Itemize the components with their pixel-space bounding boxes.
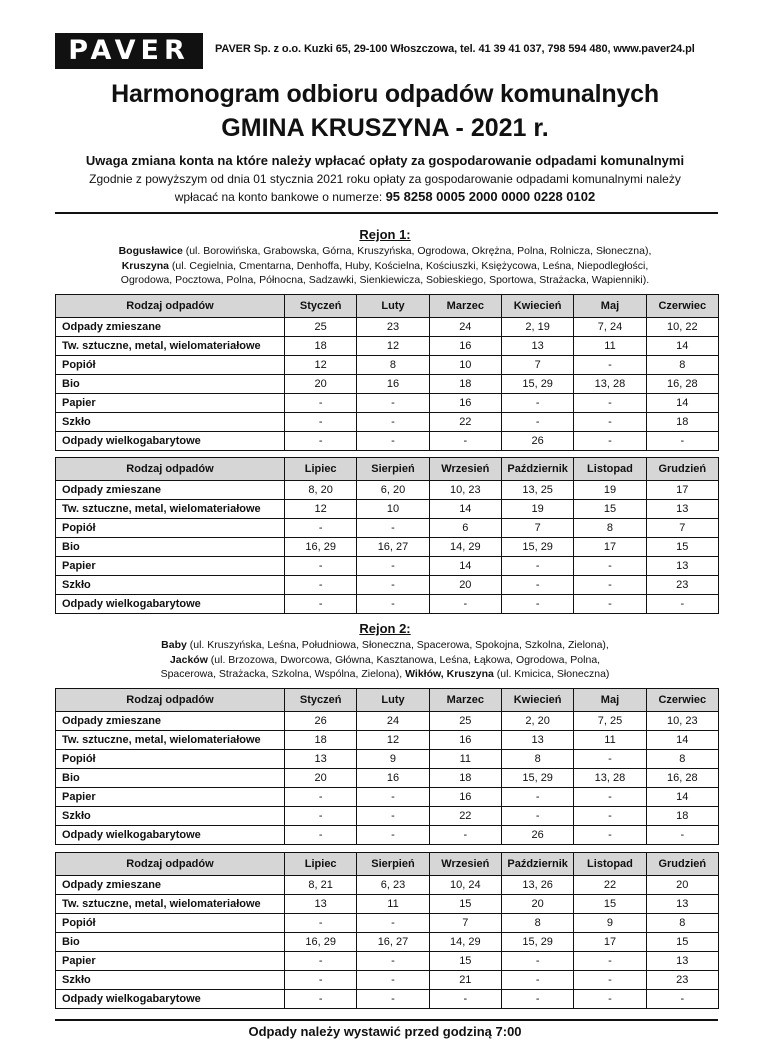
locality-name: Jacków xyxy=(169,653,208,666)
pickup-dates-cell: 6, 20 xyxy=(357,481,429,500)
pickup-dates-cell: 15, 29 xyxy=(501,375,573,394)
pickup-dates-cell: 8 xyxy=(646,356,718,375)
pickup-dates-cell: - xyxy=(574,557,646,576)
column-header-month: Lipiec xyxy=(285,853,357,876)
pickup-dates-cell: 13 xyxy=(501,337,573,356)
pickup-dates-cell: 13, 26 xyxy=(501,876,573,895)
pickup-dates-cell: 23 xyxy=(646,576,718,595)
table-row xyxy=(56,538,719,557)
pickup-dates-cell: 22 xyxy=(574,876,646,895)
pickup-dates-cell: - xyxy=(357,788,429,807)
column-header-waste-type: Rodzaj odpadów xyxy=(56,458,285,481)
pickup-dates-cell: 26 xyxy=(501,826,573,845)
pickup-dates-cell: 16, 27 xyxy=(357,933,429,952)
pickup-dates-cell: 8 xyxy=(646,914,718,933)
pickup-dates-cell: - xyxy=(501,557,573,576)
pickup-dates-cell: 18 xyxy=(429,375,501,394)
pickup-dates-cell: 14 xyxy=(429,500,501,519)
column-header-month: Grudzień xyxy=(646,853,718,876)
schedule-table xyxy=(55,688,719,845)
pickup-dates-cell: 13 xyxy=(646,500,718,519)
table-row xyxy=(56,952,719,971)
pickup-dates-cell: - xyxy=(285,576,357,595)
waste-type-label: Tw. sztuczne, metal, wielomateriałowe xyxy=(56,895,285,914)
region-title: Rejon 1: xyxy=(359,227,411,242)
pickup-dates-cell: 23 xyxy=(357,318,429,337)
pickup-dates-cell: 14 xyxy=(646,731,718,750)
pickup-dates-cell: 19 xyxy=(501,500,573,519)
table-row xyxy=(56,731,719,750)
pickup-dates-cell: 15 xyxy=(429,952,501,971)
column-header-month: Styczeń xyxy=(285,295,357,318)
waste-type-label: Papier xyxy=(56,394,285,413)
pickup-dates-cell: - xyxy=(285,914,357,933)
table-header-row xyxy=(56,458,719,481)
pickup-dates-cell: - xyxy=(357,394,429,413)
column-header-month: Kwiecień xyxy=(501,689,573,712)
table-row xyxy=(56,394,719,413)
column-header-month: Grudzień xyxy=(646,458,718,481)
pickup-dates-cell: 14, 29 xyxy=(429,538,501,557)
waste-type-label: Popiół xyxy=(56,750,285,769)
table-row xyxy=(56,318,719,337)
address-line xyxy=(60,273,710,288)
pickup-dates-cell: 18 xyxy=(285,731,357,750)
pickup-dates-cell: 15, 29 xyxy=(501,538,573,557)
column-header-month: Sierpień xyxy=(357,458,429,481)
column-header-waste-type: Rodzaj odpadów xyxy=(56,853,285,876)
waste-type-label: Papier xyxy=(56,788,285,807)
street-list: Spacerowa, Strażacka, Szkolna, Wspólna, Zielona), xyxy=(160,668,406,680)
street-list: (ul. Brzozowa, Dworcowa, Główna, Kasztanowa, Leśna, Łąkowa, Ogrodowa, Polna, xyxy=(207,653,601,666)
waste-type-label: Popiół xyxy=(56,356,285,375)
column-header-month: Marzec xyxy=(429,295,501,318)
address-line xyxy=(60,667,710,682)
region-address xyxy=(60,244,710,288)
pickup-dates-cell: 7 xyxy=(501,356,573,375)
pickup-dates-cell: 18 xyxy=(646,807,718,826)
pickup-dates-cell: 26 xyxy=(285,712,357,731)
pickup-dates-cell: 17 xyxy=(574,933,646,952)
table-row xyxy=(56,712,719,731)
pickup-dates-cell: 23 xyxy=(646,971,718,990)
pickup-dates-cell: 20 xyxy=(646,876,718,895)
pickup-dates-cell: 20 xyxy=(285,375,357,394)
pickup-dates-cell: - xyxy=(574,952,646,971)
pickup-dates-cell: 12 xyxy=(357,337,429,356)
pickup-dates-cell: 18 xyxy=(646,413,718,432)
waste-type-label: Odpady wielkogabarytowe xyxy=(56,595,285,614)
street-list: Ogrodowa, Pocztowa, Polna, Północna, Sadzawki, Sienkiewicza, Sobieskiego, Sportowa, Strażacka, Wapienniki). xyxy=(120,274,650,286)
table-row xyxy=(56,914,719,933)
pickup-dates-cell: - xyxy=(357,952,429,971)
pickup-dates-cell: 10, 23 xyxy=(646,712,718,731)
table-row xyxy=(56,557,719,576)
pickup-dates-cell: 10, 22 xyxy=(646,318,718,337)
pickup-dates-cell: 15, 29 xyxy=(501,933,573,952)
pickup-dates-cell: 16, 29 xyxy=(285,538,357,557)
pickup-dates-cell: 8, 21 xyxy=(285,876,357,895)
table-row xyxy=(56,807,719,826)
bank-account-number: 95 8258 0005 2000 0000 0228 0102 xyxy=(385,189,596,204)
column-header-month: Lipiec xyxy=(285,458,357,481)
table-row xyxy=(56,481,719,500)
table-row xyxy=(56,432,719,451)
pickup-dates-cell: 16, 29 xyxy=(285,933,357,952)
locality-name: Kruszyna xyxy=(121,259,169,272)
waste-type-label: Popiół xyxy=(56,914,285,933)
pickup-dates-cell: 14 xyxy=(646,337,718,356)
notice-text: Zgodnie z powyższym od dnia 01 stycznia 2021 roku opłaty za gospodarowanie odpadami komunalnymi należy xyxy=(89,172,681,186)
waste-type-label: Tw. sztuczne, metal, wielomateriałowe xyxy=(56,337,285,356)
pickup-dates-cell: - xyxy=(285,952,357,971)
pickup-dates-cell: 10, 23 xyxy=(429,481,501,500)
column-header-month: Maj xyxy=(574,689,646,712)
table-row xyxy=(56,826,719,845)
pickup-dates-cell: 19 xyxy=(574,481,646,500)
pickup-dates-cell: 2, 19 xyxy=(501,318,573,337)
pickup-dates-cell: 16, 27 xyxy=(357,538,429,557)
waste-type-label: Odpady zmieszane xyxy=(56,481,285,500)
pickup-dates-cell: - xyxy=(501,990,573,1009)
waste-type-label: Bio xyxy=(56,933,285,952)
pickup-dates-cell: - xyxy=(501,971,573,990)
pickup-dates-cell: 7, 24 xyxy=(574,318,646,337)
waste-type-label: Tw. sztuczne, metal, wielomateriałowe xyxy=(56,500,285,519)
pickup-dates-cell: - xyxy=(574,413,646,432)
pickup-dates-cell: 15 xyxy=(646,933,718,952)
divider xyxy=(55,1019,718,1021)
schedule-table xyxy=(55,457,719,614)
column-header-month: Kwiecień xyxy=(501,295,573,318)
pickup-dates-cell: - xyxy=(285,432,357,451)
table-row xyxy=(56,595,719,614)
pickup-dates-cell: - xyxy=(357,990,429,1009)
pickup-dates-cell: 8 xyxy=(501,914,573,933)
page-header xyxy=(55,33,718,69)
pickup-dates-cell: 10 xyxy=(429,356,501,375)
pickup-dates-cell: 15 xyxy=(574,895,646,914)
pickup-dates-cell: - xyxy=(285,595,357,614)
column-header-month: Luty xyxy=(357,295,429,318)
column-header-month: Wrzesień xyxy=(429,853,501,876)
table-row xyxy=(56,500,719,519)
pickup-dates-cell: 6, 23 xyxy=(357,876,429,895)
table-row xyxy=(56,895,719,914)
table-row xyxy=(56,750,719,769)
pickup-dates-cell: - xyxy=(646,990,718,1009)
pickup-dates-cell: 24 xyxy=(357,712,429,731)
pickup-dates-cell: - xyxy=(357,519,429,538)
pickup-dates-cell: 18 xyxy=(429,769,501,788)
pickup-dates-cell: 7, 25 xyxy=(574,712,646,731)
waste-type-label: Odpady wielkogabarytowe xyxy=(56,990,285,1009)
pickup-dates-cell: - xyxy=(574,595,646,614)
column-header-month: Czerwiec xyxy=(646,689,718,712)
pickup-dates-cell: - xyxy=(429,826,501,845)
pickup-dates-cell: 14, 29 xyxy=(429,933,501,952)
pickup-dates-cell: 11 xyxy=(429,750,501,769)
waste-type-label: Odpady wielkogabarytowe xyxy=(56,826,285,845)
pickup-dates-cell: 9 xyxy=(357,750,429,769)
column-header-month: Październik xyxy=(501,853,573,876)
pickup-dates-cell: 10, 24 xyxy=(429,876,501,895)
pickup-dates-cell: - xyxy=(285,413,357,432)
waste-type-label: Papier xyxy=(56,952,285,971)
table-header-row xyxy=(56,853,719,876)
pickup-dates-cell: 17 xyxy=(574,538,646,557)
table-row xyxy=(56,933,719,952)
pickup-dates-cell: 25 xyxy=(429,712,501,731)
waste-type-label: Bio xyxy=(56,375,285,394)
pickup-dates-cell: 15 xyxy=(574,500,646,519)
document-subtitle: GMINA KRUSZYNA - 2021 r. xyxy=(221,114,549,142)
address-line xyxy=(60,244,710,259)
column-header-waste-type: Rodzaj odpadów xyxy=(56,689,285,712)
pickup-dates-cell: 2, 20 xyxy=(501,712,573,731)
waste-type-label: Szkło xyxy=(56,576,285,595)
region-address xyxy=(60,638,710,682)
pickup-dates-cell: 24 xyxy=(429,318,501,337)
notice-account-prefix: wpłacać na konto bankowe o numerze: xyxy=(174,190,383,204)
waste-type-label: Odpady zmieszane xyxy=(56,318,285,337)
pickup-dates-cell: 7 xyxy=(646,519,718,538)
pickup-dates-cell: 18 xyxy=(285,337,357,356)
pickup-dates-cell: - xyxy=(357,971,429,990)
pickup-dates-cell: - xyxy=(574,788,646,807)
pickup-dates-cell: 15 xyxy=(429,895,501,914)
pickup-dates-cell: 8 xyxy=(357,356,429,375)
pickup-dates-cell: - xyxy=(357,826,429,845)
waste-type-label: Bio xyxy=(56,538,285,557)
pickup-dates-cell: 11 xyxy=(574,337,646,356)
footer-note: Odpady należy wystawić przed godziną 7:00 xyxy=(248,1024,522,1039)
pickup-dates-cell: - xyxy=(357,595,429,614)
pickup-dates-cell: - xyxy=(646,826,718,845)
pickup-dates-cell: - xyxy=(501,413,573,432)
table-row xyxy=(56,413,719,432)
column-header-month: Styczeń xyxy=(285,689,357,712)
waste-type-label: Szkło xyxy=(56,807,285,826)
pickup-dates-cell: - xyxy=(285,826,357,845)
pickup-dates-cell: 7 xyxy=(429,914,501,933)
pickup-dates-cell: - xyxy=(501,576,573,595)
table-row xyxy=(56,769,719,788)
pickup-dates-cell: 13 xyxy=(646,557,718,576)
pickup-dates-cell: - xyxy=(285,971,357,990)
pickup-dates-cell: 16 xyxy=(429,731,501,750)
waste-type-label: Popiół xyxy=(56,519,285,538)
schedule-table xyxy=(55,852,719,1009)
pickup-dates-cell: - xyxy=(501,595,573,614)
pickup-dates-cell: - xyxy=(574,356,646,375)
schedule-table xyxy=(55,294,719,451)
pickup-dates-cell: 7 xyxy=(501,519,573,538)
pickup-dates-cell: 13 xyxy=(646,952,718,971)
region-title: Rejon 2: xyxy=(359,621,411,636)
pickup-dates-cell: - xyxy=(574,807,646,826)
pickup-dates-cell: 14 xyxy=(429,557,501,576)
pickup-dates-cell: 12 xyxy=(357,731,429,750)
pickup-dates-cell: - xyxy=(574,576,646,595)
pickup-dates-cell: - xyxy=(574,826,646,845)
pickup-dates-cell: - xyxy=(357,576,429,595)
pickup-dates-cell: - xyxy=(501,394,573,413)
pickup-dates-cell: 10 xyxy=(357,500,429,519)
table-header-row xyxy=(56,689,719,712)
notice-account-line xyxy=(0,189,770,204)
pickup-dates-cell: - xyxy=(429,990,501,1009)
pickup-dates-cell: 8, 20 xyxy=(285,481,357,500)
pickup-dates-cell: 11 xyxy=(357,895,429,914)
pickup-dates-cell: 9 xyxy=(574,914,646,933)
pickup-dates-cell: 14 xyxy=(646,394,718,413)
pickup-dates-cell: 13, 28 xyxy=(574,769,646,788)
table-row xyxy=(56,876,719,895)
address-line xyxy=(60,653,710,668)
pickup-dates-cell: 20 xyxy=(429,576,501,595)
pickup-dates-cell: 12 xyxy=(285,356,357,375)
pickup-dates-cell: - xyxy=(285,519,357,538)
address-line xyxy=(60,259,710,274)
street-list: (ul. Kruszyńska, Leśna, Południowa, Słoneczna, Spacerowa, Spokojna, Szkolna, Zielona), xyxy=(186,639,609,651)
pickup-dates-cell: - xyxy=(285,394,357,413)
street-list: (ul. Kmicica, Słoneczna) xyxy=(493,668,610,680)
street-list: (ul. Cegielnia, Cmentarna, Denhoffa, Huby, Kościelna, Kościuszki, Księżycowa, Leśna, Niepodległości, xyxy=(168,259,649,272)
pickup-dates-cell: 25 xyxy=(285,318,357,337)
waste-type-label: Odpady wielkogabarytowe xyxy=(56,432,285,451)
pickup-dates-cell: - xyxy=(357,807,429,826)
column-header-month: Marzec xyxy=(429,689,501,712)
column-header-month: Czerwiec xyxy=(646,295,718,318)
table-header-row xyxy=(56,295,719,318)
pickup-dates-cell: 22 xyxy=(429,413,501,432)
divider xyxy=(55,212,718,214)
column-header-month: Wrzesień xyxy=(429,458,501,481)
pickup-dates-cell: 15, 29 xyxy=(501,769,573,788)
waste-type-label: Szkło xyxy=(56,971,285,990)
pickup-dates-cell: - xyxy=(357,413,429,432)
waste-type-label: Szkło xyxy=(56,413,285,432)
pickup-dates-cell: 13 xyxy=(501,731,573,750)
pickup-dates-cell: - xyxy=(429,595,501,614)
waste-type-label: Odpady zmieszane xyxy=(56,712,285,731)
pickup-dates-cell: - xyxy=(501,952,573,971)
pickup-dates-cell: 16 xyxy=(357,769,429,788)
waste-type-label: Odpady zmieszane xyxy=(56,876,285,895)
pickup-dates-cell: 16 xyxy=(429,394,501,413)
table-row xyxy=(56,990,719,1009)
pickup-dates-cell: - xyxy=(574,432,646,451)
pickup-dates-cell: - xyxy=(357,914,429,933)
column-header-waste-type: Rodzaj odpadów xyxy=(56,295,285,318)
pickup-dates-cell: 20 xyxy=(501,895,573,914)
street-list: (ul. Borowińska, Grabowska, Górna, Kruszyńska, Ogrodowa, Okrężna, Polna, Rolnicza, Słoneczna), xyxy=(182,245,652,257)
pickup-dates-cell: - xyxy=(357,557,429,576)
table-row xyxy=(56,375,719,394)
waste-type-label: Papier xyxy=(56,557,285,576)
pickup-dates-cell: 13, 28 xyxy=(574,375,646,394)
pickup-dates-cell: 20 xyxy=(285,769,357,788)
pickup-dates-cell: 8 xyxy=(646,750,718,769)
pickup-dates-cell: 13, 25 xyxy=(501,481,573,500)
pickup-dates-cell: 22 xyxy=(429,807,501,826)
locality-name: Baby xyxy=(161,639,187,651)
column-header-month: Listopad xyxy=(574,853,646,876)
pickup-dates-cell: - xyxy=(501,807,573,826)
pickup-dates-cell: - xyxy=(574,394,646,413)
pickup-dates-cell: - xyxy=(285,788,357,807)
locality-name: Bogusławice xyxy=(118,245,183,257)
pickup-dates-cell: - xyxy=(574,990,646,1009)
pickup-dates-cell: 6 xyxy=(429,519,501,538)
column-header-month: Luty xyxy=(357,689,429,712)
pickup-dates-cell: - xyxy=(646,595,718,614)
locality-name: Wikłów, Kruszyna xyxy=(405,668,494,680)
pickup-dates-cell: 16 xyxy=(429,788,501,807)
table-row xyxy=(56,519,719,538)
address-line xyxy=(60,638,710,653)
pickup-dates-cell: 13 xyxy=(285,895,357,914)
company-contact: PAVER Sp. z o.o. Kuzki 65, 29-100 Włoszczowa, tel. 41 39 41 037, 798 594 480, www.paver24.pl xyxy=(215,43,695,55)
document-title: Harmonogram odbioru odpadów komunalnych xyxy=(111,80,659,108)
pickup-dates-cell: 15 xyxy=(646,538,718,557)
table-row xyxy=(56,576,719,595)
table-row xyxy=(56,356,719,375)
waste-type-label: Bio xyxy=(56,769,285,788)
table-row xyxy=(56,337,719,356)
pickup-dates-cell: - xyxy=(574,971,646,990)
pickup-dates-cell: - xyxy=(429,432,501,451)
pickup-dates-cell: - xyxy=(285,990,357,1009)
pickup-dates-cell: 21 xyxy=(429,971,501,990)
pickup-dates-cell: 16, 28 xyxy=(646,375,718,394)
waste-type-label: Tw. sztuczne, metal, wielomateriałowe xyxy=(56,731,285,750)
pickup-dates-cell: 12 xyxy=(285,500,357,519)
pickup-dates-cell: 26 xyxy=(501,432,573,451)
pickup-dates-cell: 13 xyxy=(285,750,357,769)
paver-logo: PAVER xyxy=(55,33,203,69)
column-header-month: Sierpień xyxy=(357,853,429,876)
pickup-dates-cell: - xyxy=(357,432,429,451)
pickup-dates-cell: 13 xyxy=(646,895,718,914)
pickup-dates-cell: - xyxy=(574,750,646,769)
column-header-month: Listopad xyxy=(574,458,646,481)
pickup-dates-cell: 17 xyxy=(646,481,718,500)
pickup-dates-cell: 16 xyxy=(357,375,429,394)
pickup-dates-cell: - xyxy=(285,807,357,826)
pickup-dates-cell: 8 xyxy=(501,750,573,769)
account-change-notice: Uwaga zmiana konta na które należy wpłacać opłaty za gospodarowanie odpadami komunalnymi xyxy=(85,153,685,168)
pickup-dates-cell: 16, 28 xyxy=(646,769,718,788)
pickup-dates-cell: 11 xyxy=(574,731,646,750)
pickup-dates-cell: - xyxy=(501,788,573,807)
pickup-dates-cell: - xyxy=(285,557,357,576)
pickup-dates-cell: 14 xyxy=(646,788,718,807)
table-row xyxy=(56,971,719,990)
column-header-month: Październik xyxy=(501,458,573,481)
column-header-month: Maj xyxy=(574,295,646,318)
pickup-dates-cell: 8 xyxy=(574,519,646,538)
table-row xyxy=(56,788,719,807)
pickup-dates-cell: 16 xyxy=(429,337,501,356)
pickup-dates-cell: - xyxy=(646,432,718,451)
